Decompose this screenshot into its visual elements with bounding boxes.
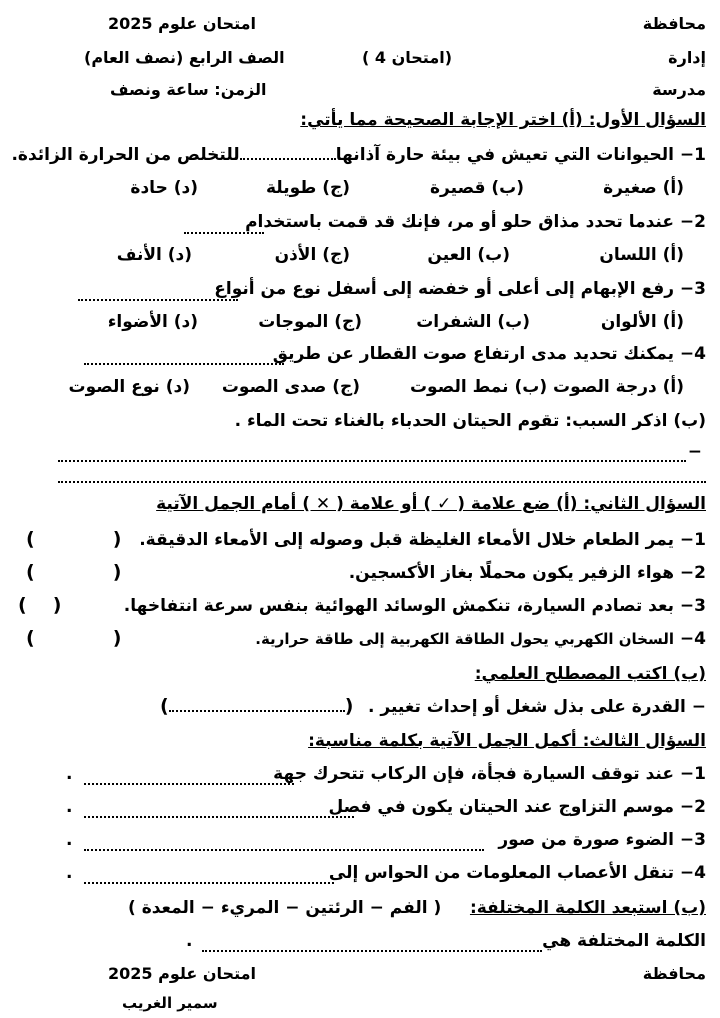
footer-governorate: محافظة [642, 964, 706, 983]
q2-item-2-text: هواء الزفير يكون محملًا بغاز الأكسجين. [348, 563, 674, 583]
q2-title: السؤال الثاني: (أ) ضع علامة ( ✓ ) أو علامة ( ✕ ) أمام الجمل الآتية [156, 494, 706, 514]
q2-b-item: − القدرة على بذل شغل أو إحداث تغيير . [368, 697, 706, 717]
blank[interactable] [240, 158, 336, 160]
q2-item-3 [124, 596, 706, 616]
q2-b-answer-box[interactable]: ( ) [160, 695, 354, 717]
footer-exam-title: امتحان علوم 2025 [108, 964, 257, 983]
period: . [66, 764, 73, 784]
q3-item-4-text: تنقل الأعصاب المعلومات من الحواس إلى [328, 863, 674, 883]
q1-b-answer-line-2[interactable] [58, 481, 706, 483]
q1-b-answer-line-1[interactable] [58, 460, 686, 462]
q2-item-1-num: 1− [679, 530, 706, 550]
q2-item-4-num: 4− [679, 629, 706, 649]
q1-item-2-num: 2− [679, 212, 706, 232]
q2-item-4 [255, 629, 706, 649]
q1-item-4-text: يمكنك تحديد مدى ارتفاع صوت القطار عن طريق [272, 344, 674, 364]
q1-2-opt-a: (أ) اللسان [599, 245, 684, 265]
exam-number: (امتحان 4 ) [362, 48, 453, 67]
q1-item-1-num: 1− [679, 145, 706, 165]
q3-b-answer-label: الكلمة المختلفة هي [542, 931, 706, 951]
q1-b-reason: (ب) اذكر السبب: تقوم الحيتان الحدباء بالغناء تحت الماء . [234, 411, 706, 431]
q2-1-answer-box[interactable]: ( ) [26, 528, 122, 550]
q1-item-4 [273, 344, 706, 364]
administration-label: إدارة [668, 48, 706, 67]
q3-b-answer-blank[interactable] [202, 950, 542, 952]
q3-item-3-text: الضوء صورة من صور [498, 830, 674, 850]
q3-item-1-text: عند توقف السيارة فجأة، فإن الركاب تتحرك جهة [273, 764, 674, 784]
q1-3-opt-b: (ب) الشفرات [416, 312, 530, 332]
q1-item-3 [214, 279, 706, 299]
q1-item-4-num: 4− [679, 344, 706, 364]
q3-item-2 [328, 797, 706, 817]
q2-item-4-text: السخان الكهربي يحول الطاقة الكهربية إلى طاقة حرارية. [255, 630, 674, 648]
q3-2-blank[interactable] [84, 816, 354, 818]
q1-2-opt-b: (ب) العين [427, 245, 510, 265]
q1-1-opt-b: (ب) قصيرة [430, 178, 524, 198]
q1-item-3-num: 3− [679, 279, 706, 299]
q3-4-blank[interactable] [84, 882, 334, 884]
q3-item-2-num: 2− [679, 797, 706, 817]
q1-4-blank[interactable] [84, 363, 284, 365]
q2-3-answer-box[interactable]: ( ) [18, 594, 62, 616]
q2-item-1 [139, 530, 706, 550]
q2-4-answer-box[interactable]: ( ) [26, 627, 122, 649]
q1-2-blank[interactable] [184, 232, 264, 234]
q1-item-1 [11, 145, 706, 165]
q1-1-opt-a: (أ) صغيرة [603, 178, 684, 198]
author-name: سمير الغريب [122, 994, 218, 1012]
q1-b-dash: − [687, 442, 702, 462]
q3-item-1-num: 1− [679, 764, 706, 784]
q1-4-opt-d: (د) نوع الصوت [68, 377, 190, 397]
grade-label: الصف الرابع (نصف العام) [84, 48, 285, 67]
q1-title: السؤال الأول: (أ) اختر الإجابة الصحيحة مما يأتي: [300, 110, 706, 130]
q2-item-2 [349, 563, 706, 583]
q3-item-2-text: موسم التزاوج عند الحيتان يكون في فصل [328, 797, 674, 817]
q3-item-3-num: 3− [679, 830, 706, 850]
q1-3-opt-c: (ج) الموجات [258, 312, 362, 332]
q1-4-opt-c: (ج) صدى الصوت [221, 377, 360, 397]
time-label: الزمن: ساعة ونصف [110, 80, 267, 99]
q3-item-4 [329, 863, 706, 883]
q3-item-4-num: 4− [679, 863, 706, 883]
q1-item-2-text: عندما تحدد مذاق حلو أو مر، فإنك قد قمت باستخدام [245, 212, 674, 232]
q1-3-blank[interactable] [78, 299, 238, 301]
q1-1-opt-c: (ج) طويلة [265, 178, 350, 198]
q1-1-opt-d: (د) حادة [130, 178, 198, 198]
q1-4-opt-ab: (أ) درجة الصوت (ب) نمط الصوت [409, 377, 684, 397]
q3-3-blank[interactable] [84, 849, 484, 851]
exam-title: امتحان علوم 2025 [108, 14, 257, 33]
period: . [66, 830, 73, 850]
q3-item-1 [273, 764, 706, 784]
q1-item-2 [245, 212, 706, 232]
period: . [186, 931, 193, 951]
q1-2-opt-d: (د) الأنف [116, 245, 192, 265]
period: . [66, 863, 73, 883]
q2-2-answer-box[interactable]: ( ) [26, 561, 122, 583]
period: . [66, 797, 73, 817]
q3-title: السؤال الثالث: أكمل الجمل الآتية بكلمة مناسبة: [308, 731, 706, 751]
q2-item-1-text: يمر الطعام خلال الأمعاء الغليظة قبل وصوله إلى الأمعاء الدقيقة. [139, 530, 674, 550]
q1-item-1-tail: للتخلص من الحرارة الزائدة. [11, 145, 240, 165]
q2-item-2-num: 2− [679, 563, 706, 583]
q1-3-opt-d: (د) الأضواء [107, 312, 198, 332]
q3-b-words: ( الفم − الرئتين − المريء − المعدة ) [128, 898, 442, 918]
school-label: مدرسة [652, 80, 706, 99]
q3-item-3 [498, 830, 706, 850]
q2-b-title: (ب) اكتب المصطلح العلمي: [474, 664, 706, 684]
governorate-label: محافظة [642, 14, 706, 33]
q1-3-opt-a: (أ) الألوان [600, 312, 684, 332]
q2-item-3-num: 3− [679, 596, 706, 616]
q2-item-3-text: بعد تصادم السيارة، تنكمش الوسائد الهوائية بنفس سرعة انتفاخها. [123, 596, 674, 616]
q1-item-3-text: رفع الإبهام إلى أعلى أو خفضه إلى أسفل نوع من أنواع [214, 279, 674, 299]
q3-b-title: (ب) استبعد الكلمة المختلفة: [469, 898, 706, 918]
q1-item-1-text: الحيوانات التي تعيش في بيئة حارة آذانها [335, 145, 674, 165]
q1-2-opt-c: (ج) الأذن [274, 245, 350, 265]
q3-1-blank[interactable] [84, 783, 294, 785]
